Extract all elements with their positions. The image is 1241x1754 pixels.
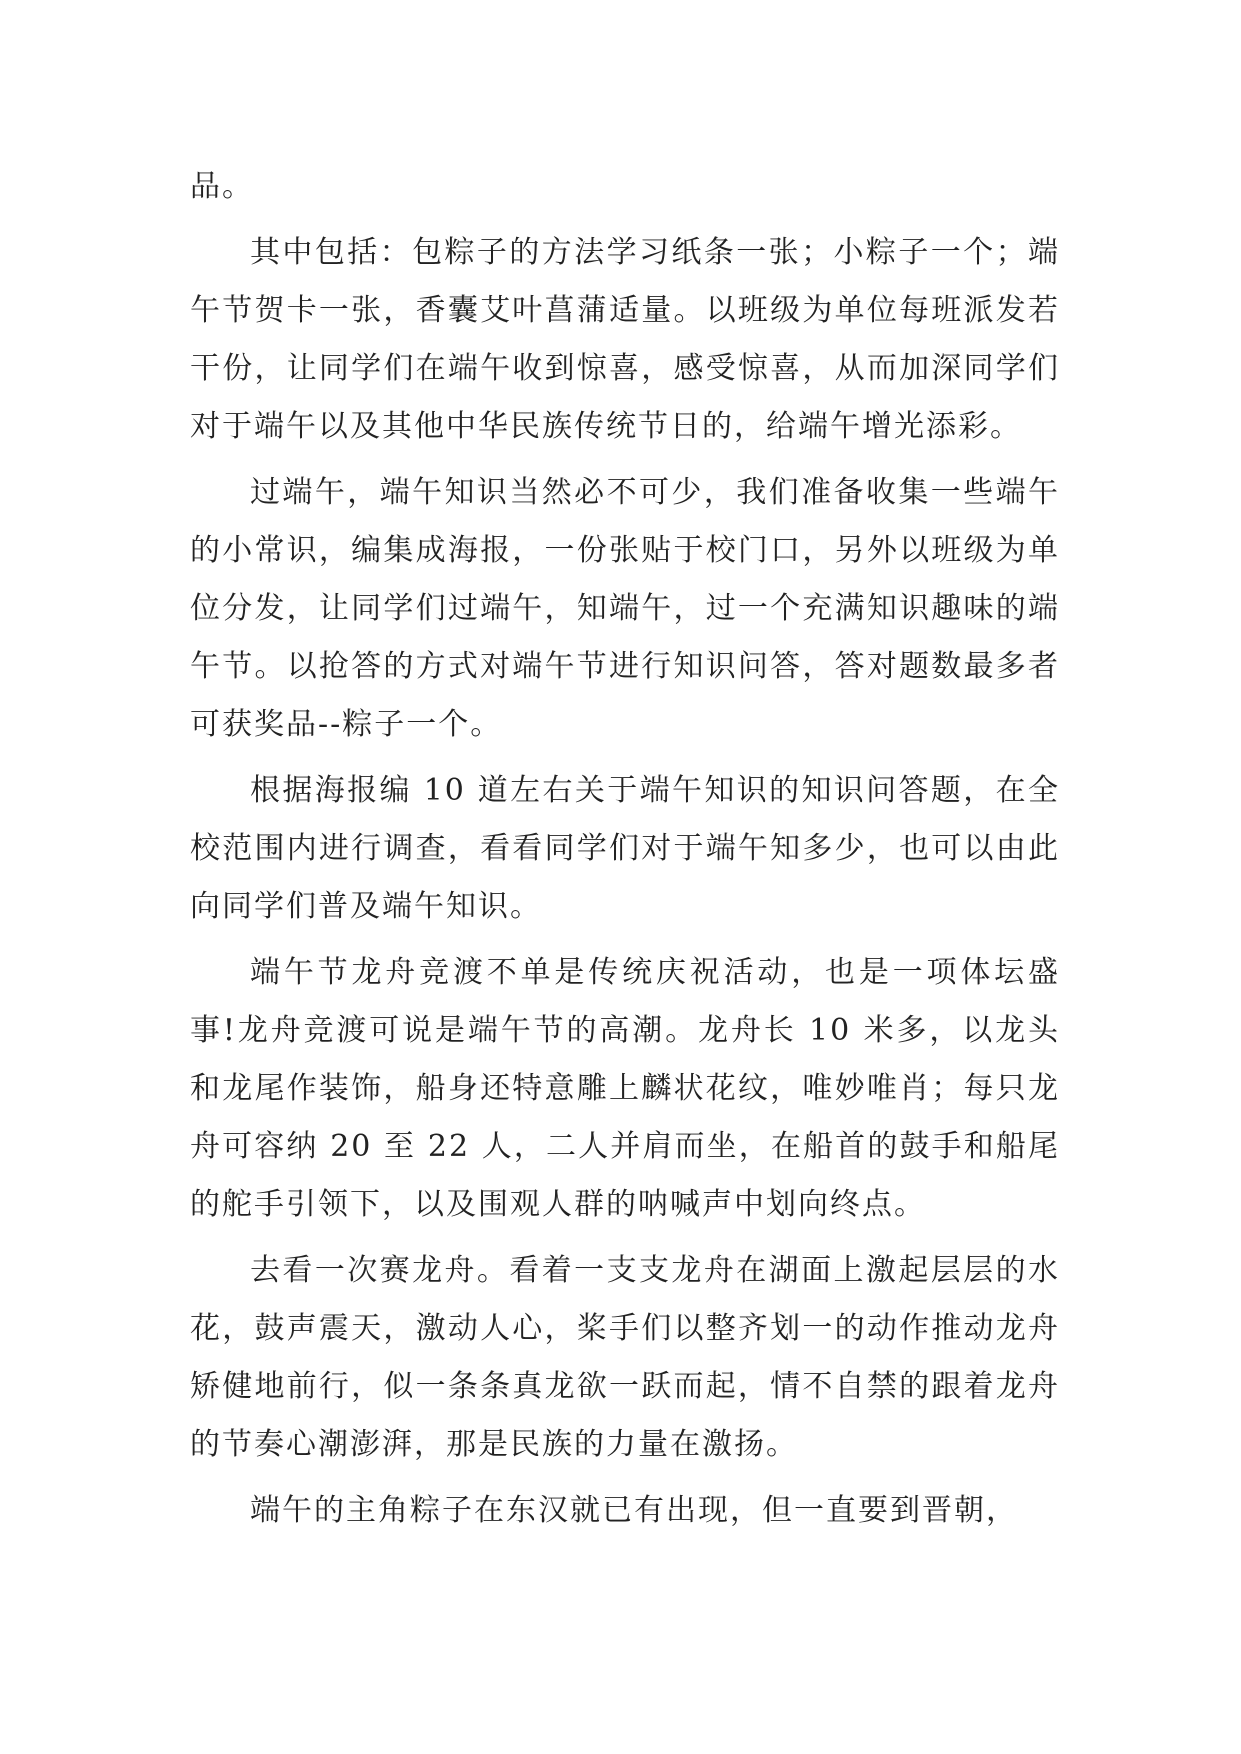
body-text — [190, 158, 1060, 1548]
paragraph-6: 去看一次赛龙舟。看着一支支龙舟在湖面上激起层层的水花，鼓声震天，激动人心，桨手们以整齐划一的动作推动龙舟矫健地前行，似一条条真龙欲一跃而起，情不自禁的跟着龙舟的节奏心潮澎湃，那是民族的力量在激扬。 — [190, 1253, 1060, 1462]
paragraph-5: 端午节龙舟竞渡不单是传统庆祝活动，也是一项体坛盛事!龙舟竞渡可说是端午节的高潮。龙舟长 10 米多，以龙头和龙尾作装饰，船身还特意雕上麟状花纹，唯妙唯肖；每只龙舟可容纳 20 至 22 人，二人并肩而坐，在船首的鼓手和船尾的舵手引领下，以及围观人群的呐喊声中划向终点。 — [190, 955, 1060, 1222]
paragraph-3: 过端午，端午知识当然必不可少，我们准备收集一些端午的小常识，编集成海报，一份张贴于校门口，另外以班级为单位分发，让同学们过端午，知端午，过一个充满知识趣味的端午节。以抢答的方式对端午节进行知识问答，答对题数最多者可获奖品--粽子一个。 — [190, 475, 1060, 742]
paragraph-4: 根据海报编 10 道左右关于端午知识的知识问答题，在全校范围内进行调查，看看同学们对于端午知多少，也可以由此向同学们普及端午知识。 — [190, 773, 1060, 924]
paragraph-1: 品。 — [190, 169, 254, 204]
paragraph-2: 其中包括：包粽子的方法学习纸条一张；小粽子一个；端午节贺卡一张，香囊艾叶菖蒲适量。以班级为单位每班派发若干份，让同学们在端午收到惊喜，感受惊喜，从而加深同学们对于端午以及其他中华民族传统节日的，给端午增光添彩。 — [190, 235, 1060, 444]
paragraph-7: 端午的主角粽子在东汉就已有出现，但一直要到晋朝， — [250, 1493, 1018, 1528]
